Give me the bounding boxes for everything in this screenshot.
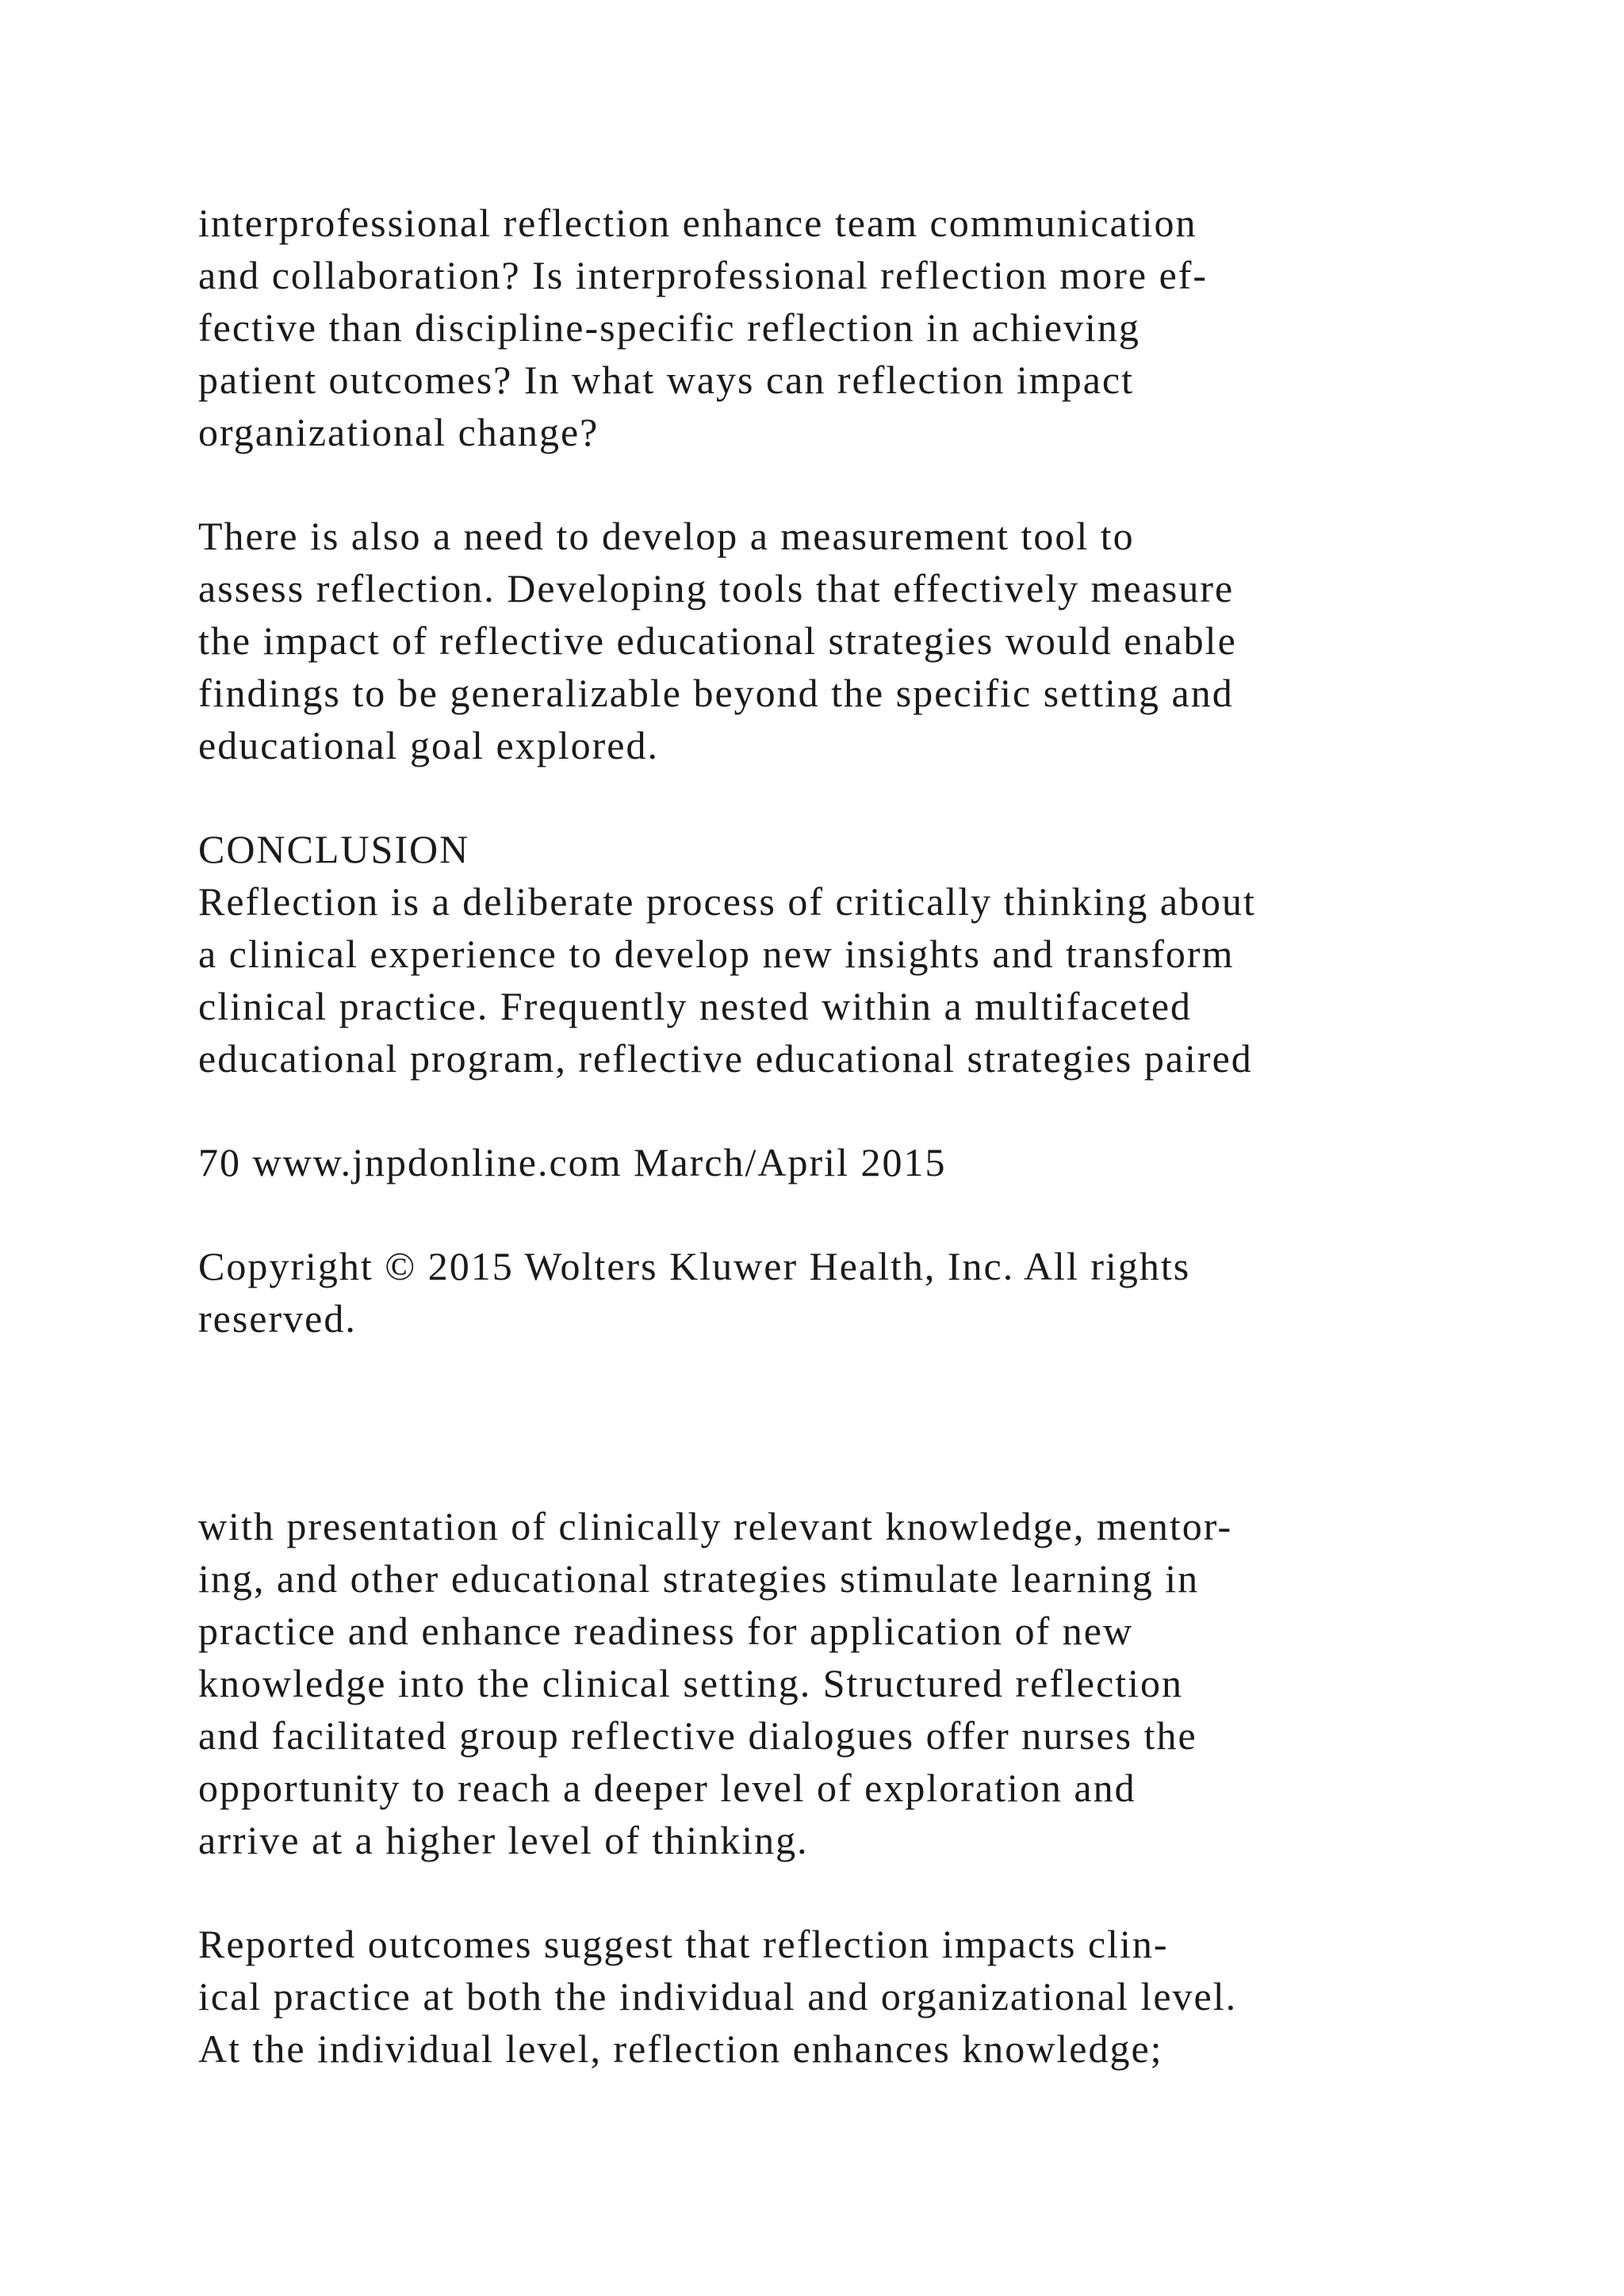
text-line: practice and enhance readiness for application of new	[198, 1609, 1134, 1653]
text-line: Copyright © 2015 Wolters Kluwer Health, Inc. All rights	[198, 1244, 1191, 1288]
text-line: a clinical experience to develop new insights and transform	[198, 932, 1235, 976]
text-line: the impact of reflective educational strategies would enable	[198, 618, 1237, 663]
text-line: patient outcomes? In what ways can reflection impact	[198, 358, 1134, 402]
text-line: Reported outcomes suggest that reflection impacts clin-	[198, 1922, 1169, 1966]
text-line: assess reflection. Developing tools that effectively measure	[198, 566, 1235, 610]
text-line: and facilitated group reflective dialogues offer nurses the	[198, 1713, 1197, 1758]
text-line: ical practice at both the individual and organizational level.	[198, 1974, 1238, 2019]
text-line: clinical practice. Frequently nested within a multifaceted	[198, 984, 1193, 1028]
text-line: opportunity to reach a deeper level of exploration and	[198, 1766, 1136, 1810]
text-line: educational goal explored.	[198, 723, 659, 767]
text-line: There is also a need to develop a measurement tool to	[198, 514, 1135, 558]
text-line: knowledge into the clinical setting. Structured reflection	[198, 1661, 1184, 1705]
text-line: educational program, reflective educational strategies paired	[198, 1036, 1253, 1081]
text-line: findings to be generalizable beyond the specific setting and	[198, 671, 1234, 715]
text-line: with presentation of clinically relevant knowledge, mentor-	[198, 1504, 1233, 1548]
text-line: reserved.	[198, 1296, 357, 1341]
text-line: At the individual level, reflection enhances knowledge;	[198, 2026, 1163, 2071]
text-line: arrive at a higher level of thinking.	[198, 1818, 809, 1862]
text-line: fective than discipline-specific reflection in achieving	[198, 305, 1140, 350]
text-line: Reflection is a deliberate process of critically thinking about	[198, 879, 1256, 924]
text-line: ing, and other educational strategies stimulate learning in	[198, 1556, 1200, 1601]
page-footer: 70 www.jnpdonline.com March/April 2015	[198, 1140, 947, 1184]
text-line: interprofessional reflection enhance team communication	[198, 201, 1197, 245]
section-heading-conclusion: CONCLUSION	[198, 827, 470, 871]
text-line: and collaboration? Is interprofessional reflection more ef-	[198, 253, 1208, 297]
text-line: organizational change?	[198, 410, 599, 454]
